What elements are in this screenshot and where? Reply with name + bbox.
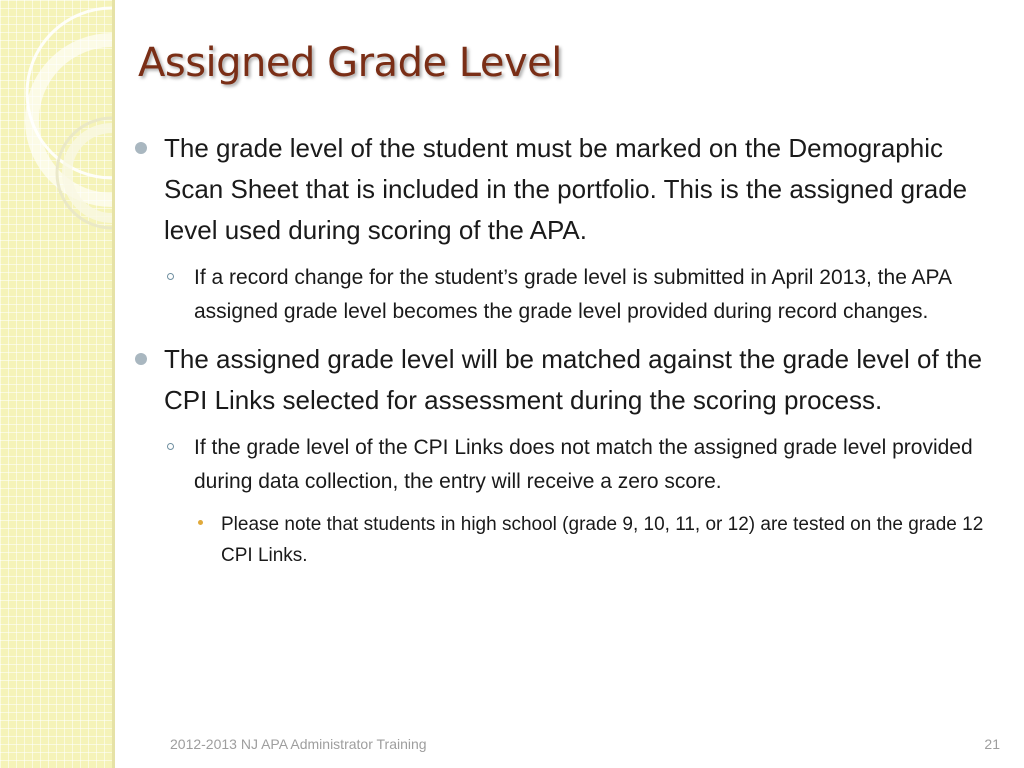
bullet-text: Please note that students in high school (grade 9, 10, 11, or 12) are tested on the grade 12 CPI Links.: [221, 514, 984, 566]
bullet-dot-icon: [135, 353, 147, 365]
slide-body: [132, 128, 992, 571]
side-panel-edge: [112, 0, 115, 768]
bullet-level3: [132, 509, 992, 571]
bullet-level2: [132, 261, 992, 329]
bullet-level2: [132, 431, 992, 499]
small-dot-bullet-icon: [198, 520, 203, 525]
bullet-text: If the grade level of the CPI Links does not match the assigned grade level provided during data collection, the entry will receive a zero score.: [194, 436, 973, 493]
decorative-side-panel: [0, 0, 112, 768]
bullet-text: The grade level of the student must be marked on the Demographic Scan Sheet that is included in the portfolio. This is the assigned grade level used during scoring of the APA.: [164, 133, 968, 245]
decorative-arcs: [0, 0, 112, 768]
slide-title: Assigned Grade Level: [138, 40, 562, 86]
page-number: 21: [984, 736, 1000, 752]
bullet-level1: [132, 128, 992, 251]
bullet-level1: [132, 339, 992, 421]
hollow-circle-bullet-icon: [167, 273, 174, 280]
bullet-dot-icon: [135, 142, 147, 154]
bullet-text: If a record change for the student’s grade level is submitted in April 2013, the APA assigned grade level becomes the grade level provided during record changes.: [194, 266, 951, 323]
footer-text: 2012-2013 NJ APA Administrator Training: [170, 736, 427, 752]
hollow-circle-bullet-icon: [167, 443, 174, 450]
bullet-text: The assigned grade level will be matched against the grade level of the CPI Links selected for assessment during the scoring process.: [164, 344, 983, 415]
